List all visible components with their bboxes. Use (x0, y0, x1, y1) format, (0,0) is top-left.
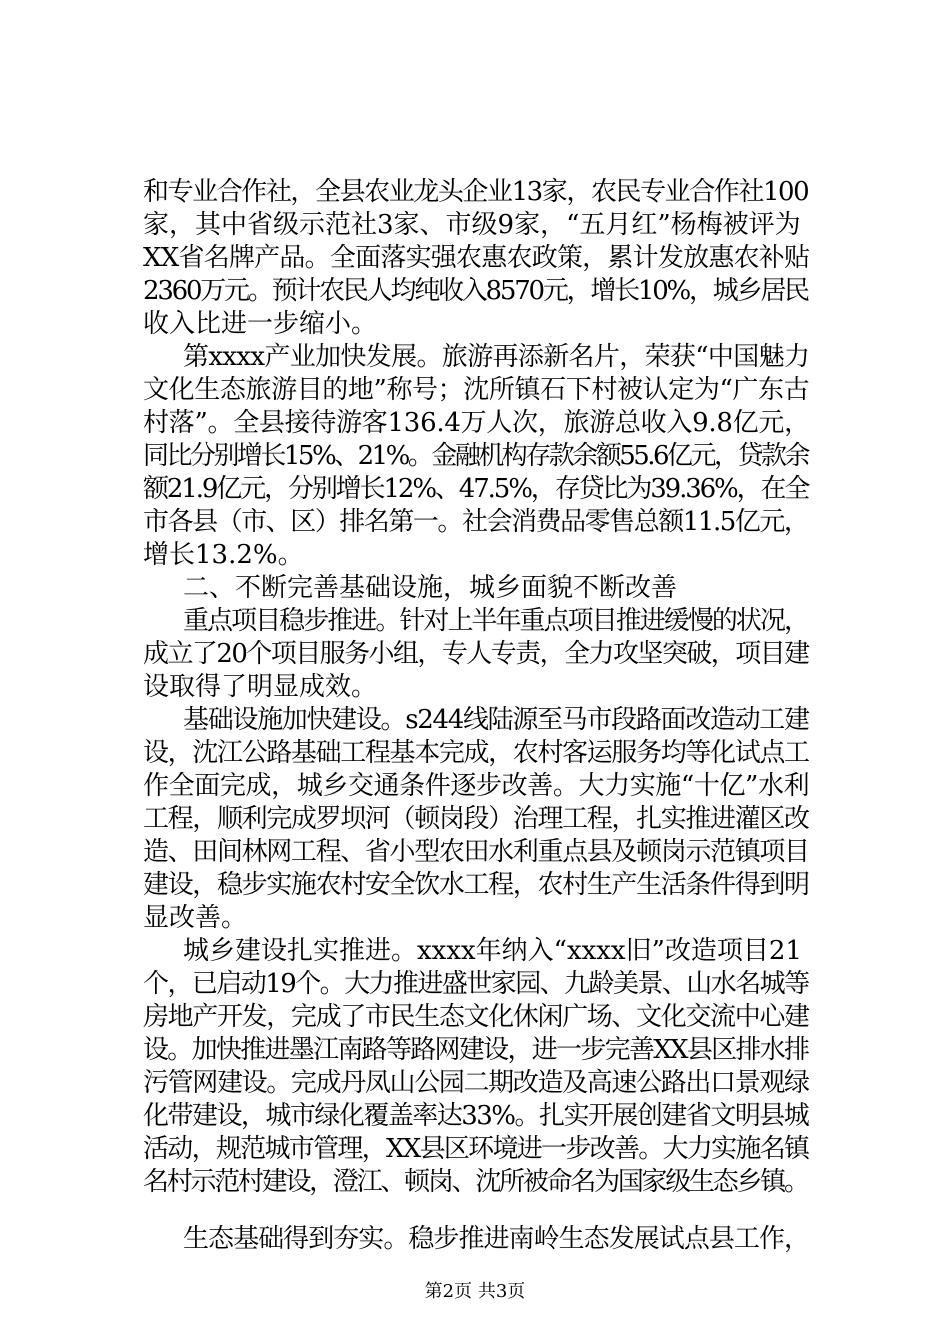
text-line: 额21.9亿元，分别增长12%、47.5%，存贷比为39.36%，在全 (143, 474, 809, 504)
text-line: 收入比进一步缩小。 (143, 309, 378, 339)
paragraph-start: 基础设施加快建设。s244线陆源至马市段路面改造动工建 (183, 705, 809, 735)
text-line: 名村示范村建设，澄江、顿岗、沈所被命名为国家级生态乡镇。 (143, 1167, 808, 1197)
text-line: 化带建设，城市绿化覆盖率达33%。扎实开展创建省文明县城 (143, 1101, 809, 1131)
text-line: 设，沈江公路基础工程基本完成，农村客运服务均等化试点工 (143, 738, 809, 768)
text-line: 和专业合作社，全县农业龙头企业13家，农民专业合作社100 (143, 177, 809, 207)
paragraph-start: 生态基础得到夯实。稳步推进南岭生态发展试点县工作， (183, 1224, 810, 1254)
paragraph-start: 城乡建设扎实推进。xxxx年纳入“xxxx旧”改造项目21 (183, 936, 802, 966)
text-line: XX省名牌产品。全面落实强农惠农政策，累计发放惠农补贴 (143, 243, 810, 273)
text-line: 活动，规范城市管理，XX县区环境进一步改善。大力实施名镇 (143, 1134, 809, 1164)
text-line: 设。加快推进墨江南路等路网建设，进一步完善XX县区排水排 (143, 1035, 809, 1065)
paragraph-start: 重点项目稳步推进。针对上半年重点项目推进缓慢的状况， (183, 606, 809, 636)
text-line: 建设，稳步实施农村安全饮水工程，农村生产生活条件得到明 (143, 870, 809, 900)
text-line: 设取得了明显成效。 (143, 672, 378, 702)
text-line: 房地产开发，完成了市民生态文化休闲广场、文化交流中心建 (143, 1002, 809, 1032)
text-line: 市各县（市、区）排名第一。社会消费品零售总额11.5亿元， (143, 507, 809, 537)
text-line: 文化生态旅游目的地”称号；沈所镇石下村被认定为“广东古 (143, 375, 810, 405)
page-number-footer: 第2页 共3页 (424, 1281, 526, 1302)
text-line: 村落”。全县接待游客136.4万人次，旅游总收入9.8亿元， (143, 408, 810, 438)
text-line: 显改善。 (143, 903, 248, 933)
text-line: 增长13.2%。 (143, 540, 304, 570)
text-line: 家，其中省级示范社3家、市级9家，“五月红”杨梅被评为 (143, 210, 801, 240)
paragraph-start: 第xxxx产业加快发展。旅游再添新名片，荣获“中国魅力 (183, 342, 810, 372)
text-line: 工程，顺利完成罗坝河（顿岗段）治理工程，扎实推进灌区改 (143, 804, 809, 834)
text-line: 2360万元。预计农民人均纯收入8570元，增长10%，城乡居民 (143, 276, 808, 306)
text-line: 成立了20个项目服务小组，专人专责，全力攻坚突破，项目建 (143, 639, 809, 669)
text-line: 个，已启动19个。大力推进盛世家园、九龄美景、山水名城等 (143, 969, 809, 999)
text-line: 造、田间林网工程、省小型农田水利重点县及顿岗示范镇项目 (143, 837, 809, 867)
text-line: 污管网建设。完成丹凤山公园二期改造及高速公路出口景观绿 (143, 1068, 809, 1098)
section-heading: 二、不断完善基础设施，城乡面貌不断改善 (183, 573, 678, 603)
text-line: 作全面完成，城乡交通条件逐步改善。大力实施“十亿”水利 (143, 771, 810, 801)
text-line: 同比分别增长15%、21%。金融机构存款余额55.6亿元，贷款余 (143, 441, 808, 471)
